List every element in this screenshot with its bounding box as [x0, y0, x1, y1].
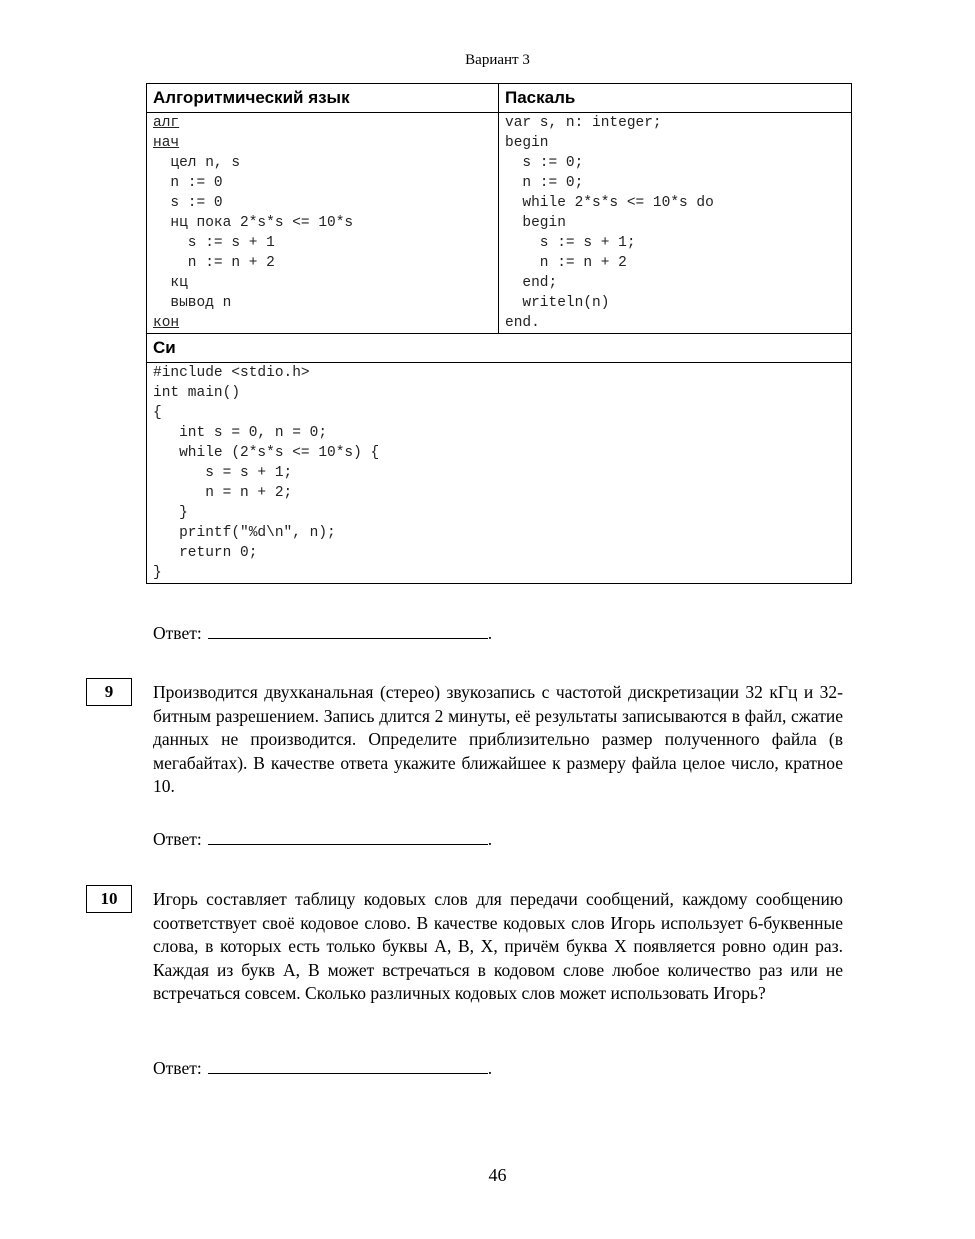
c-line: s = s + 1; — [153, 465, 293, 481]
pascal-line: var s, n: integer; — [505, 115, 662, 131]
c-line: { — [153, 405, 162, 421]
pascal-code-block — [499, 113, 852, 334]
answer-end: . — [487, 623, 493, 643]
pascal-line: begin — [505, 135, 549, 151]
pascal-line: s := s + 1; — [505, 235, 636, 251]
pascal-line: while 2*s*s <= 10*s do — [505, 195, 714, 211]
answer-label: Ответ: — [153, 829, 202, 849]
pascal-line: n := 0; — [505, 175, 584, 191]
pascal-line: begin — [505, 215, 566, 231]
answer-label: Ответ: — [153, 623, 202, 643]
pascal-title: Паскаль — [499, 84, 852, 113]
answer-line-q8 — [153, 621, 492, 644]
answer-blank[interactable] — [208, 827, 488, 845]
algo-line: n := n + 2 — [153, 255, 275, 271]
code-table — [146, 83, 852, 584]
page-number: 46 — [488, 1165, 507, 1185]
pascal-line: end. — [505, 315, 540, 331]
pascal-line: writeln(n) — [505, 295, 610, 311]
c-line: n = n + 2; — [153, 485, 293, 501]
question-text-10: Игорь составляет таблицу кодовых слов для передачи сообщений, каждому сообщению соответствует своё кодовое слово. В качестве кодовых слов Игорь использует 6-буквенные слова, в которых есть только буквы А, В, Х, причём буква Х появляется ровно один раз. Каждая из букв А, В может встречаться в кодовом слове любое количество раз или не встречаться совсем. Сколько различных кодовых слов может использовать Игорь? — [153, 889, 843, 1003]
pascal-line: end; — [505, 275, 558, 291]
c-line: } — [153, 505, 188, 521]
c-line: return 0; — [153, 545, 258, 561]
algo-line: s := 0 — [153, 195, 223, 211]
answer-line-q9 — [153, 827, 492, 850]
algo-line: n := 0 — [153, 175, 223, 191]
c-title: Си — [147, 334, 852, 363]
question-number-9: 9 — [86, 678, 132, 706]
c-line: while (2*s*s <= 10*s) { — [153, 445, 380, 461]
algo-language-title: Алгоритмический язык — [147, 84, 499, 113]
question-number-10: 10 — [86, 885, 132, 913]
c-line: int s = 0, n = 0; — [153, 425, 328, 441]
algo-line: кц — [153, 275, 188, 291]
algo-line: нц пока 2*s*s <= 10*s — [153, 215, 354, 231]
answer-blank[interactable] — [208, 1056, 488, 1074]
algo-line: кон — [153, 315, 180, 331]
answer-end: . — [487, 1058, 493, 1078]
question-text-9: Производится двухканальная (стерео) звукозапись с частотой дискретизации 32 кГц и 32-битным разрешением. Запись длится 2 минуты, её результаты записываются в файл, сжатие данных не производится. Определите приблизительно размер полученного файла (в мегабайтах). В качестве ответа укажите ближайшее к размеру файла целое число, кратное 10. — [153, 682, 843, 796]
answer-end: . — [487, 829, 493, 849]
c-line: int main() — [153, 385, 241, 401]
c-line: printf("%d\n", n); — [153, 525, 336, 541]
answer-label: Ответ: — [153, 1058, 202, 1078]
c-line: #include <stdio.h> — [153, 365, 310, 381]
pascal-line: n := n + 2 — [505, 255, 627, 271]
answer-blank[interactable] — [208, 621, 488, 639]
algo-line: алг — [153, 115, 180, 131]
pascal-line: s := 0; — [505, 155, 584, 171]
answer-line-q10 — [153, 1056, 492, 1079]
c-line: } — [153, 565, 162, 581]
c-code-block — [147, 363, 852, 584]
algo-line: цел n, s — [153, 155, 241, 171]
algo-line: вывод n — [153, 295, 232, 311]
algo-code-block — [147, 113, 499, 334]
algo-line: s := s + 1 — [153, 235, 275, 251]
algo-line: нач — [153, 135, 180, 151]
variant-header: Вариант 3 — [465, 52, 530, 68]
